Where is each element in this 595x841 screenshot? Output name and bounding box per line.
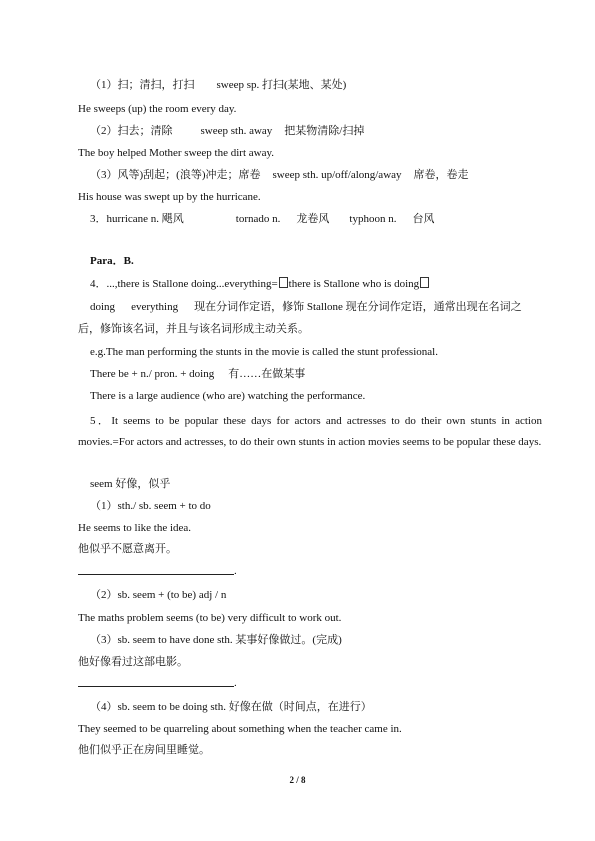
definition-line: [90, 124, 364, 138]
answer-blank[interactable]: [78, 686, 234, 687]
phrase-text: sweep sth. away: [200, 125, 273, 137]
point-text: 4．...,there is Stallone doing...everything=: [90, 278, 278, 290]
definition-text: （2）扫去；清除: [90, 125, 173, 137]
point-equivalent: there is Stallone who is doing: [288, 278, 420, 290]
phrase-meaning: 把某物清除/扫掉: [284, 125, 365, 137]
translation-prompt: 他们似乎正在房间里睡觉。: [78, 744, 210, 756]
page-number: 2 / 8: [289, 775, 306, 785]
definition-line: [90, 168, 469, 182]
vocab-typhoon-meaning: 台风: [412, 213, 435, 225]
example-sentence: There is a large audience (who are) watching the performance.: [90, 390, 366, 402]
vocab-tornado: tornado n.: [235, 213, 281, 225]
usage-3: （3）sb. seem to have done sth. 某事好像做过。(完成): [90, 634, 342, 646]
term-doing: doing: [90, 301, 116, 313]
example-sentence: The boy helped Mother sweep the dirt away.: [78, 147, 275, 159]
definition-text: （1）扫；清扫，打扫: [90, 79, 195, 91]
definition-line: [90, 78, 346, 92]
vocab-seem: seem 好像，似乎: [90, 478, 171, 490]
phrase-text: sweep sp. 打扫(某地、某处): [216, 79, 347, 91]
vocab-typhoon: typhoon n.: [349, 213, 397, 225]
example-sentence: They seemed to be quarreling about something when the teacher came in.: [78, 723, 402, 735]
vocab-tornado-meaning: 龙卷风: [296, 213, 330, 225]
blank-period: .: [234, 565, 237, 577]
answer-blank[interactable]: [78, 574, 234, 575]
example-sentence: e.g.The man performing the stunts in the movie is called the stunt professional.: [90, 346, 438, 358]
translation-prompt: 他似乎不愿意离开。: [78, 543, 177, 555]
placeholder-box-icon: [279, 277, 288, 288]
usage-1: （1）sth./ sb. seem + to do: [90, 500, 211, 512]
pattern-text: There be + n./ pron. + doing: [90, 368, 215, 380]
usage-2: （2）sb. seem + (to be) adj / n: [90, 589, 227, 601]
phrase-text: sweep sth. up/off/along/away: [272, 169, 402, 181]
blank-period: .: [234, 677, 237, 689]
example-sentence: He sweeps (up) the room every day.: [78, 103, 237, 115]
section-heading: Para．B.: [90, 255, 134, 267]
explanation-continuation: 后，修饰该名词，并且与该名词形成主动关系。: [78, 323, 309, 335]
phrase-meaning: 席卷，卷走: [413, 169, 469, 181]
definition-text: （3）风等)刮起；(浪等)冲走；席卷: [90, 169, 261, 181]
example-sentence: His house was swept up by the hurricane.: [78, 191, 261, 203]
term-everything: everything: [131, 301, 179, 313]
example-sentence: The maths problem seems (to be) very difficult to work out.: [78, 612, 342, 624]
pattern-meaning: 有……在做某事: [228, 368, 306, 380]
translation-prompt: 他好像看过这部电影。: [78, 656, 188, 668]
usage-4: （4）sb. seem to be doing sth. 好像在做（时间点，在进行）: [90, 701, 372, 713]
explanation-line: [90, 300, 522, 314]
placeholder-box-icon: [420, 277, 429, 288]
explanation-text: 现在分词作定语，修饰 Stallone 现在分词作定语，通常出现在名词之: [194, 301, 522, 313]
vocab-hurricane: 3．hurricane n. 飓风: [90, 213, 184, 225]
vocab-line: [90, 212, 434, 226]
pattern-line: [90, 367, 305, 381]
numbered-point-5: 5．It seems to be popular these days for actors and actresses to do their own stunts in action movies.=For actors and actresses, to do their own stunts in action movies seems to be popular these days.: [78, 415, 542, 448]
numbered-point: [90, 277, 430, 291]
example-sentence: He seems to like the idea.: [78, 522, 192, 534]
